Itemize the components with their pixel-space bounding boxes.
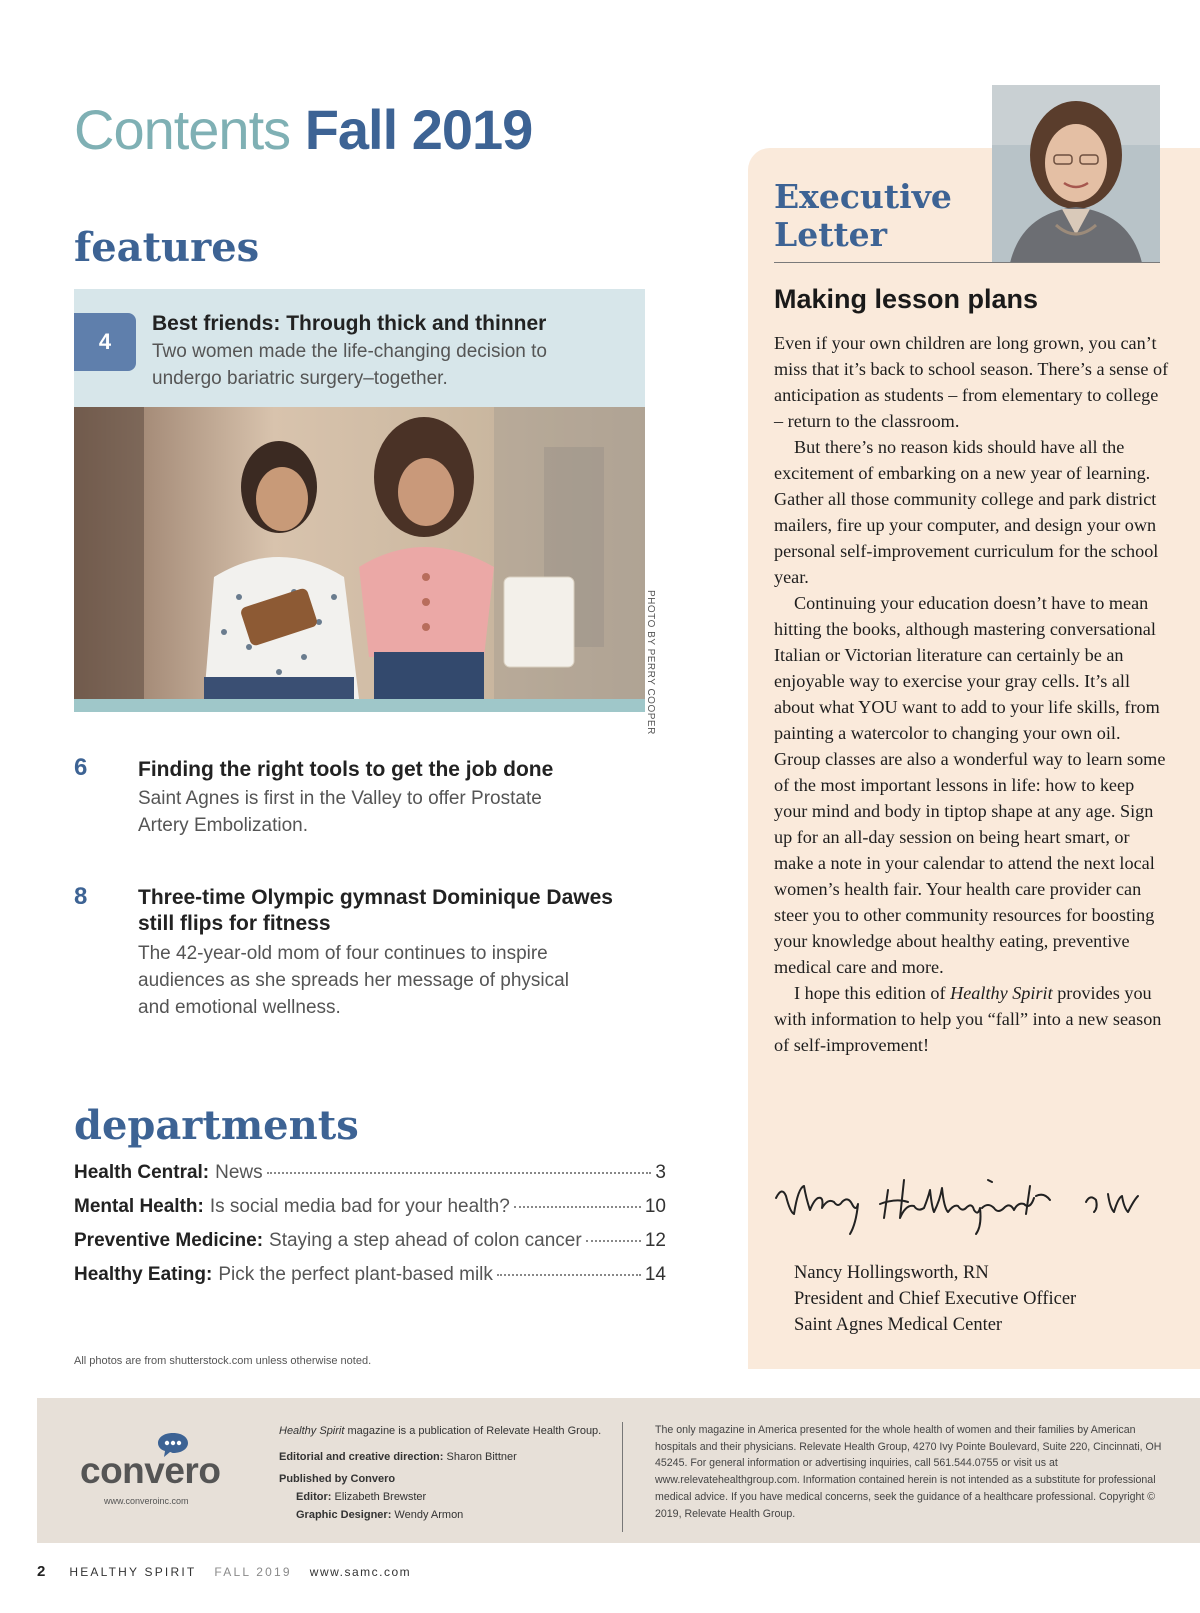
credit-label: Editorial and creative direction: bbox=[279, 1451, 444, 1463]
letter-paragraph: But there’s no reason kids should have all the excitement of embarking on a new year of learning. Gather all those community college and park district mailers, fire up your computer, and design your own personal self-improvement curriculum for the school year. bbox=[774, 437, 1159, 587]
executive-portrait bbox=[992, 85, 1160, 263]
dot-leader bbox=[267, 1172, 652, 1174]
magazine-name: Healthy Spirit bbox=[279, 1425, 345, 1437]
credit-line bbox=[279, 1506, 601, 1524]
dot-leader bbox=[586, 1240, 641, 1242]
credit-value: Sharon Bittner bbox=[443, 1451, 517, 1463]
legal-text: The only magazine in America presented for the whole health of women and their families by American hospitals and their physicians. Relevate Health Group, 4270 Ivy Pointe Boulevard, Suite 220, Cincinnati, OH 45245. For general information or advertising inquiries, call 561.544.0755 or visit us at www.relevatehealthgroup.com. Information contained herein is not intended as a substitute for professional medical advice. If you have medical concerns, seek the guidance of a healthcare professional. Copyright © 2019, Relevate Health Group. bbox=[655, 1424, 1162, 1520]
feature-title[interactable]: Finding the right tools to get the job done bbox=[138, 758, 554, 781]
publication-name: HEALTHY SPIRIT bbox=[69, 1565, 197, 1579]
department-page: 3 bbox=[655, 1162, 666, 1183]
divider bbox=[774, 262, 1160, 263]
letter-paragraph: Even if your own children are long grown, you can’t miss that it’s back to school season. There’s a sense of anticipation as students – from elementary to college – return to the classroom. bbox=[774, 333, 1169, 431]
page-title-bold: Fall 2019 bbox=[304, 98, 533, 161]
photo-credit: PHOTO BY PERRY COOPER bbox=[645, 590, 656, 735]
feature-page-number: 8 bbox=[74, 883, 88, 910]
logo-wordmark: convero bbox=[80, 1450, 221, 1491]
department-page: 10 bbox=[644, 1196, 666, 1217]
signer-title: President and Chief Executive Officer bbox=[794, 1289, 1077, 1309]
signer-organization: Saint Agnes Medical Center bbox=[794, 1315, 1003, 1335]
feature-title[interactable]: Best friends: Through thick and thinner bbox=[152, 312, 547, 335]
letter-title: Making lesson plans bbox=[774, 284, 1039, 314]
executive-letter-heading bbox=[774, 178, 952, 254]
website-link[interactable]: www.samc.com bbox=[309, 1565, 412, 1579]
two-women-photo-illustration bbox=[74, 407, 645, 699]
page-number: 2 bbox=[37, 1563, 46, 1580]
credit-line: Published by Convero bbox=[279, 1473, 396, 1485]
photo-note: All photos are from shutterstock.com unless otherwise noted. bbox=[74, 1355, 372, 1367]
department-row[interactable] bbox=[74, 1230, 666, 1260]
signer-name: Nancy Hollingsworth, RN bbox=[794, 1263, 989, 1283]
handwritten-signature bbox=[768, 1168, 1168, 1238]
magazine-name: Healthy Spirit bbox=[950, 983, 1053, 1003]
department-label: Preventive Medicine: bbox=[74, 1230, 264, 1251]
feature-description: The 42-year-old mom of four continues to inspire audiences as she spreads her message of physical and emotional wellness. bbox=[138, 943, 569, 1018]
credit-label: Graphic Designer: bbox=[296, 1509, 392, 1521]
page-title-light: Contents bbox=[74, 98, 291, 161]
signature-block bbox=[794, 1260, 1076, 1338]
page-footer bbox=[37, 1563, 411, 1583]
departments-heading: departments bbox=[74, 1102, 359, 1149]
credit-line bbox=[279, 1488, 601, 1506]
feature-description: Saint Agnes is first in the Valley to offer Prostate Artery Embolization. bbox=[138, 788, 542, 836]
issue-label: FALL 2019 bbox=[214, 1565, 292, 1579]
heading-line: Letter bbox=[774, 215, 888, 254]
department-label: Mental Health: bbox=[74, 1196, 204, 1217]
feature-page-badge: 4 bbox=[74, 313, 136, 371]
dot-leader bbox=[514, 1206, 641, 1208]
feature-description: Two women made the life-changing decision to undergo bariatric surgery–together. bbox=[152, 341, 548, 389]
department-row[interactable] bbox=[74, 1196, 666, 1226]
feature-page-number: 6 bbox=[74, 754, 88, 781]
text-run: magazine is a publication of Relevate Health Group. bbox=[344, 1425, 602, 1437]
convero-logo[interactable] bbox=[80, 1432, 230, 1512]
department-topic: News bbox=[215, 1162, 263, 1183]
feature-photo bbox=[74, 407, 645, 699]
feature-title-line2[interactable]: still flips for fitness bbox=[138, 912, 331, 935]
portrait-illustration bbox=[992, 85, 1160, 263]
credit-line bbox=[279, 1448, 601, 1466]
letter-body bbox=[774, 330, 1170, 1058]
text-run: I hope this edition of bbox=[794, 983, 951, 1003]
credit-line bbox=[279, 1422, 601, 1440]
department-topic: Pick the perfect plant-based milk bbox=[218, 1264, 493, 1285]
department-page: 14 bbox=[644, 1264, 666, 1285]
publication-credits bbox=[279, 1422, 601, 1524]
credit-value: Elizabeth Brewster bbox=[331, 1491, 427, 1503]
photo-accent-strip bbox=[74, 699, 645, 712]
department-page: 12 bbox=[644, 1230, 666, 1251]
text-run: provides you with information to help you “fall” into a new season of self-improvement! bbox=[774, 983, 1162, 1055]
heading-line: Executive bbox=[774, 177, 952, 216]
dot-leader bbox=[497, 1274, 641, 1276]
divider bbox=[622, 1422, 623, 1532]
department-label: Healthy Eating: bbox=[74, 1264, 213, 1285]
credit-label: Editor: bbox=[296, 1491, 332, 1503]
logo-url[interactable]: www.converoinc.com bbox=[104, 1496, 189, 1506]
page-title bbox=[74, 98, 532, 162]
credit-value: Wendy Armon bbox=[391, 1509, 464, 1521]
letter-paragraph bbox=[774, 980, 1170, 1058]
department-topic: Staying a step ahead of colon cancer bbox=[269, 1230, 582, 1251]
department-topic: Is social media bad for your health? bbox=[209, 1196, 510, 1217]
feature-title-line1[interactable]: Three-time Olympic gymnast Dominique Dawes bbox=[138, 886, 613, 909]
department-label: Health Central: bbox=[74, 1162, 210, 1183]
letter-paragraph: Continuing your education doesn’t have to mean hitting the books, although mastering conversational Italian or Victorian literature can certainly be an enjoyable way to exercise your gray cells. It’s all about what YOU want to add to your life skills, from painting a watercolor to changing your own oil. Group classes are also a wonderful way to learn some of the most important lessons in life: how to keep your mind and body in tiptop shape at any age. Sign up for an all-day session on being heart smart, or make a note in your calendar to attend the next local women’s health fair. Your health care provider can steer you to other community resources for boosting your knowledge about healthy eating, preventive medical care and more. bbox=[774, 593, 1166, 977]
department-row[interactable] bbox=[74, 1162, 666, 1192]
department-row[interactable] bbox=[74, 1264, 666, 1294]
features-heading: features bbox=[74, 224, 260, 271]
